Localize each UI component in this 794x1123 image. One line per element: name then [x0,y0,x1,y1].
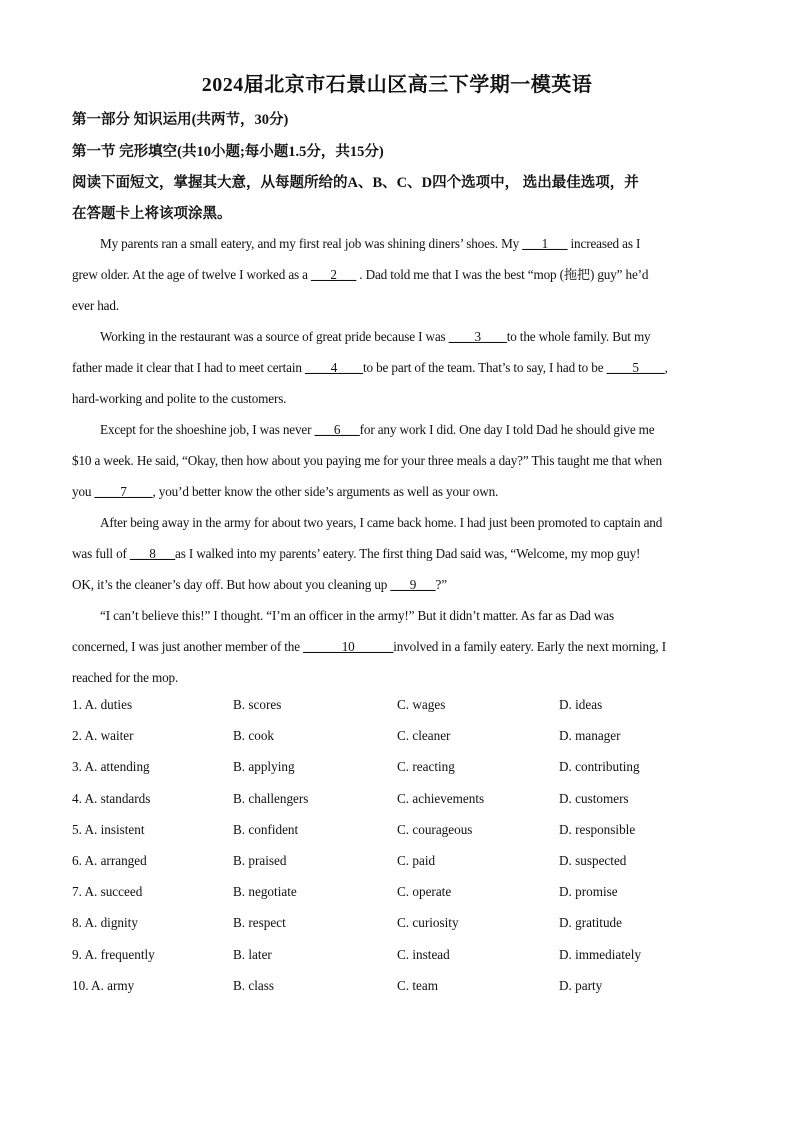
part-heading: 第一部分 知识运用(共两节，30分) [72,112,289,128]
option-d: D. party [559,977,603,993]
option-d: D. manager [559,728,621,744]
option-row [72,759,732,790]
option-b: B. challengers [233,790,309,806]
option-b: B. scores [233,697,282,712]
blank-9: ___9___ [390,577,436,592]
option-b: B. respect [233,915,286,931]
option-d: D. immediately [559,946,642,962]
option-a: 1. A. duties [72,697,133,712]
section-heading: 第一节 完形填空(共10小题;每小题1.5分，共15分) [72,144,384,160]
option-a: 8. A. dignity [72,915,138,931]
passage-p2-line-2: father made it clear that I had to meet certain ____4____to be part of the team. That’s to say, I had to be ____5____, [72,360,668,375]
option-a: 9. A. frequently [72,946,155,962]
option-d: D. responsible [559,821,636,837]
option-c: C. wages [397,697,446,712]
option-a: 5. A. insistent [72,821,145,837]
option-d: D. contributing [559,759,640,775]
blank-2: ___2___ [311,267,357,282]
passage-p5-line-1: “I can’t believe this!” I thought. “I’m an officer in the army!” But it didn’t matter. As far as Dad was [100,608,614,623]
option-c: C. achievements [397,790,485,806]
option-b: B. applying [233,759,295,775]
option-c: C. reacting [397,759,455,775]
passage-p2-line-3: hard-working and polite to the customers. [72,391,287,406]
option-d: D. customers [559,790,629,806]
option-a: 3. A. attending [72,759,150,775]
blank-8: ___8___ [129,546,176,561]
passage-p3-line-3: you ____7____, you’d better know the other side’s arguments as well as your own. [72,484,499,499]
option-a: 4. A. standards [72,790,151,806]
passage [72,228,722,693]
option-b: B. praised [233,852,287,868]
option-b: B. confident [233,821,299,837]
instructions-line-1: 阅读下面短文，掌握其大意，从每题所给的A、B、C、D四个选项中， 选出最佳选项，并 [72,175,639,191]
option-b: B. negotiate [233,884,297,900]
option-row [72,947,732,978]
option-c: C. cleaner [397,728,451,744]
option-c: C. instead [397,946,450,962]
option-row [72,884,732,915]
option-a: 10. A. army [72,977,135,993]
blank-5: ____5____ [606,360,665,375]
blank-6: ___6___ [314,422,360,437]
option-c: C. courageous [397,821,473,837]
passage-p5-line-2: concerned, I was just another member of the ______10______involved in a family eatery. Early the next morning, I [72,639,666,654]
passage-p5-line-3: reached for the mop. [72,670,179,685]
passage-p1-line-1: My parents ran a small eatery, and my first real job was shining diners’ shoes. My ___1___ increased as I [100,236,641,251]
passage-p3-line-1: Except for the shoeshine job, I was never ___6___for any work I did. One day I told Dad he should give me [100,422,655,437]
blank-3: ____3____ [448,329,507,344]
option-row [72,822,732,853]
option-b: B. later [233,946,272,962]
option-d: D. gratitude [559,915,622,931]
option-row [72,728,732,759]
option-c: C. team [397,977,439,993]
passage-p4-line-1: After being away in the army for about two years, I came back home. I had just been promoted to captain and [100,515,663,530]
page-title: 2024届北京市石景山区高三下学期一模英语 [201,74,593,96]
option-d: D. promise [559,884,618,900]
option-row [72,853,732,884]
option-a: 2. A. waiter [72,728,134,744]
option-row [72,978,732,1009]
answer-options [72,697,732,1009]
passage-p1-line-2: grew older. At the age of twelve I worked as a ___2___ . Dad told me that I was the best “mop (拖把) guy” he’d [72,267,649,282]
blank-7: ____7____ [94,484,153,499]
option-b: B. cook [233,728,275,744]
blank-4: ____4____ [304,360,363,375]
option-a: 7. A. succeed [72,884,143,900]
option-c: C. curiosity [397,915,459,931]
passage-p2-line-1: Working in the restaurant was a source of great pride because I was ____3____to the whole family. But my [100,329,651,344]
passage-p1-line-3: ever had. [72,298,119,313]
option-row [72,697,732,728]
option-b: B. class [233,977,275,993]
option-c: C. paid [397,852,436,868]
passage-p4-line-2: was full of ___8___as I walked into my parents’ eatery. The first thing Dad said was, “Welcome, my mop guy! [72,546,641,561]
option-c: C. operate [397,884,452,900]
passage-p4-line-3: OK, it’s the cleaner’s day off. But how about you cleaning up ___9___?” [72,577,447,592]
option-row [72,915,732,946]
option-d: D. ideas [559,697,603,712]
option-a: 6. A. arranged [72,852,147,868]
blank-1: ___1___ [522,236,568,251]
option-d: D. suspected [559,852,627,868]
blank-10: ______10______ [303,639,394,654]
passage-p3-line-2: $10 a week. He said, “Okay, then how about you paying me for your three meals a day?” This taught me that when [72,453,662,468]
option-row [72,791,732,822]
instructions-line-2: 在答题卡上将该项涂黑。 [72,206,232,222]
